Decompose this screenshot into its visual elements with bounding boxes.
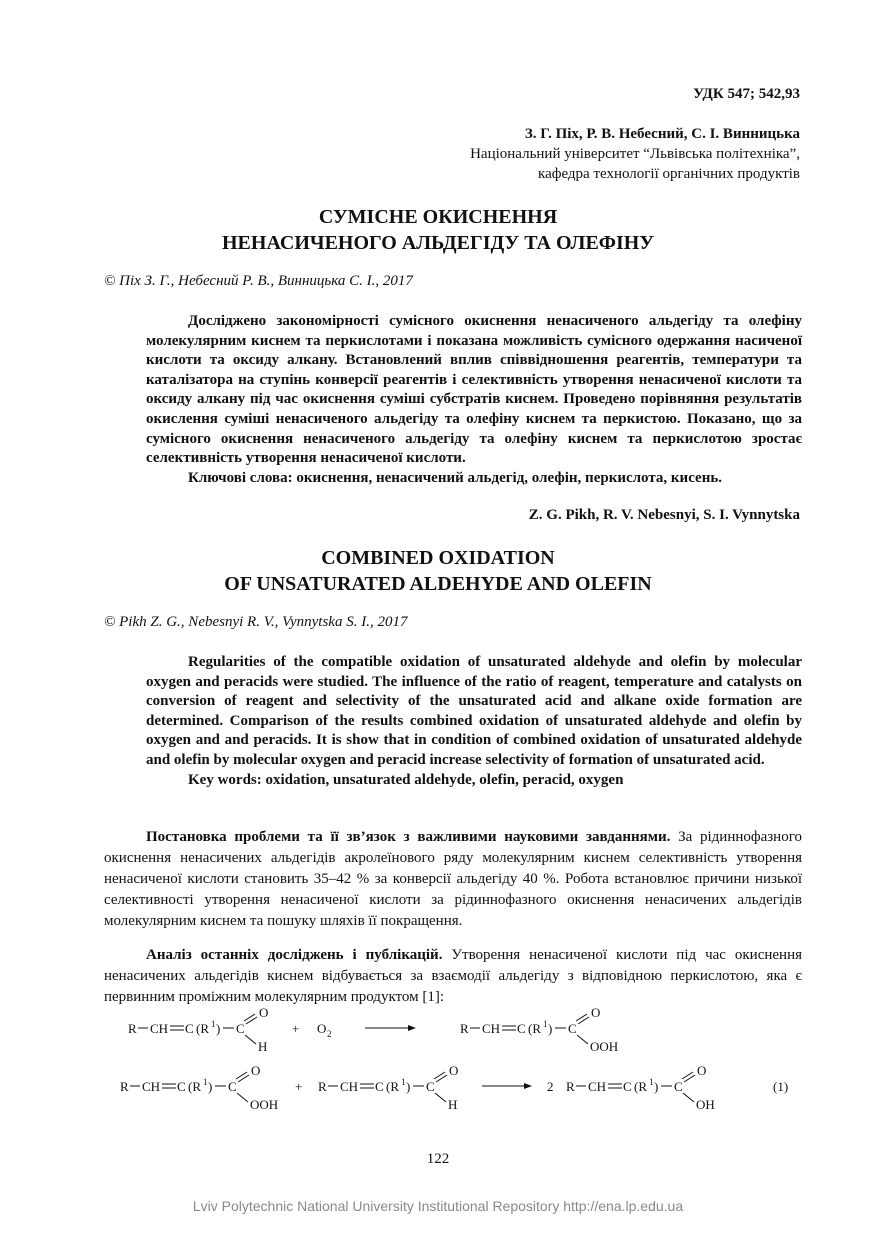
section-2-paragraph [104, 945, 802, 1008]
svg-text:CH: CH [142, 1079, 161, 1094]
svg-text:C: C [674, 1079, 683, 1094]
peracid-product [460, 1005, 618, 1054]
plus-sign: + [292, 1021, 300, 1036]
svg-text:(R: (R [196, 1021, 209, 1036]
svg-text:(R: (R [188, 1079, 201, 1094]
reaction-1 [128, 1005, 618, 1054]
reaction-scheme [100, 1005, 810, 1125]
authors-en: Z. G. Pikh, R. V. Nebesnyi, S. I. Vynnytska [528, 507, 800, 523]
svg-text:CH: CH [482, 1021, 501, 1036]
copyright-ua: © Піх З. Г., Небесний Р. В., Винницька С. І., 2017 [104, 273, 413, 289]
reaction-arrow-1 [365, 1025, 416, 1031]
page-number: 122 [426, 1151, 450, 1167]
svg-text:1: 1 [211, 1019, 216, 1029]
svg-text:O: O [449, 1063, 459, 1078]
svg-text:O: O [697, 1063, 707, 1078]
abstract-ua-text: Досліджено закономірності сумісного окиснення ненасиченого альдегіду та олефіну молекулярним киснем та перкислотами і показана можливість сумісного одержання насиченої кислоти та оксиду алкану. Встановлений вплив співвідношення реагентів, температури та каталізатора на ступінь конверсії реагентів і селективність утворення ненасиченої кислоти та оксиду алкану під час окиснення суміші субстратів киснем. Проведено порівняння результатів окислення суміші ненасиченого альдегіду та олефіну киснем та перкистою. Показано, що за сумісного окиснення ненасиченого альдегіду та олефіну киснем та перкислотою зростає селективність утворення ненасиченої кислоти. [146, 313, 802, 467]
svg-text:(R: (R [634, 1079, 647, 1094]
aldehyde-r2 [318, 1063, 458, 1112]
svg-text:O: O [591, 1005, 601, 1020]
svg-text:O: O [251, 1063, 261, 1078]
svg-text:1: 1 [401, 1077, 406, 1087]
svg-text:C: C [375, 1079, 384, 1094]
svg-text:R: R [318, 1079, 327, 1094]
title-en-line-2: OF UNSATURATED ALDEHYDE AND OLEFIN [224, 573, 652, 595]
svg-text:CH: CH [340, 1079, 359, 1094]
section-2-text: Утворення ненасиченої кислоти під час окиснення ненасичених альдегідів киснем відбувається за взаємодії альдегіду з відповідною перкислотою, яка є первинним проміжним молекулярним продуктом [1]: [104, 947, 803, 1005]
svg-text:C: C [236, 1021, 245, 1036]
svg-text:C: C [623, 1079, 632, 1094]
svg-text:O: O [259, 1005, 269, 1020]
svg-text:C: C [517, 1021, 526, 1036]
authors-ua: З. Г. Піх, Р. В. Небесний, С. І. Винницька [524, 126, 800, 142]
reaction-2 [120, 1063, 788, 1112]
svg-text:C: C [177, 1079, 186, 1094]
section-2-heading: Аналіз останніх досліджень і публікацій. [146, 947, 443, 963]
svg-text:(R: (R [528, 1021, 541, 1036]
svg-text:H: H [258, 1039, 268, 1054]
svg-text:1: 1 [543, 1019, 548, 1029]
svg-text:): ) [216, 1021, 221, 1036]
svg-text:): ) [548, 1021, 553, 1036]
svg-text:): ) [208, 1079, 213, 1094]
svg-text:R: R [460, 1021, 469, 1036]
abstract-en [146, 653, 802, 790]
plus-sign-2: + [295, 1079, 303, 1094]
title-en-line-1: COMBINED OXIDATION [321, 547, 555, 569]
section-1-text: За рідиннофазного окиснення ненасичених альдегідів акролеїнового ряду молекулярним киснем селективність утворення ненасиченої кислоти становить 35–42 % за конверсії альдегіду 40 %. Робота встановлює причини низької селективності утворення ненасиченої кислоти за рідиннофазного окиснення ненасичених альдегідів молекулярним киснем та пошуку шляхів її покращення. [104, 829, 802, 929]
svg-text:R: R [128, 1021, 137, 1036]
udk-code: УДК 547; 542,93 [693, 86, 800, 102]
title-ua [0, 204, 876, 256]
svg-text:H: H [448, 1097, 458, 1112]
title-ua-line-2: НЕНАСИЧЕНОГО АЛЬДЕГІДУ ТА ОЛЕФІНУ [222, 232, 654, 254]
reaction-arrow-2 [482, 1083, 532, 1089]
abstract-ua [146, 312, 802, 488]
aldehyde-r1 [128, 1005, 268, 1054]
repository-footer: Lviv Polytechnic National University Institutional Repository http://ena.lp.edu.ua [192, 1198, 684, 1214]
svg-text:CH: CH [150, 1021, 169, 1036]
svg-text:C: C [228, 1079, 237, 1094]
svg-text:): ) [654, 1079, 659, 1094]
keywords-ua: Ключові слова: окиснення, ненасичений альдегід, олефін, перкислота, кисень. [188, 469, 723, 486]
equation-number: (1) [773, 1079, 789, 1094]
svg-text:1: 1 [649, 1077, 654, 1087]
section-literature-review [104, 945, 802, 1008]
section-problem-statement [104, 827, 802, 932]
keywords-en: Key words: oxidation, unsaturated aldehyde, olefin, peracid, oxygen [188, 771, 624, 788]
title-en [0, 545, 876, 597]
svg-text:): ) [406, 1079, 411, 1094]
svg-text:R: R [566, 1079, 575, 1094]
copyright-en: © Pikh Z. G., Nebesnyi R. V., Vynnytska S. I., 2017 [104, 614, 408, 630]
acid-product [566, 1063, 715, 1112]
section-1-heading: Постановка проблеми та її зв’язок з важливими науковими завданнями. [146, 829, 671, 845]
svg-text:CH: CH [588, 1079, 607, 1094]
svg-text:C: C [568, 1021, 577, 1036]
title-ua-line-1: СУМІСНЕ ОКИСНЕННЯ [318, 206, 558, 228]
svg-text:OH: OH [696, 1097, 715, 1112]
svg-text:OOH: OOH [250, 1097, 279, 1112]
oxygen-subscript: 2 [327, 1029, 332, 1039]
section-1-paragraph [104, 827, 802, 932]
svg-text:C: C [185, 1021, 194, 1036]
authors-block-ua [470, 124, 800, 184]
svg-text:C: C [426, 1079, 435, 1094]
stoichiometric-coefficient: 2 [547, 1079, 554, 1094]
svg-text:OOH: OOH [590, 1039, 619, 1054]
abstract-en-text: Regularities of the compatible oxidation of unsaturated aldehyde and olefin by molecular oxygen and peracids were studied. The influence of the ratio of reagent, temperature and catalysts on conversion of reagent and selectivity of the unsaturated acid and alkane oxide formation are determined. Comparison of the results combined oxidation of unsaturated aldehyde and olefin by oxygen and and peracids. It is show that in condition of combined oxidation of unsaturated aldehyde and olefin by molecular oxygen and peracid increase selectivity of formation of unsaturated acid. [146, 654, 802, 768]
peracid-reactant [120, 1063, 278, 1112]
svg-text:R: R [120, 1079, 129, 1094]
svg-text:(R: (R [386, 1079, 399, 1094]
affiliation-line-1: Національний університет “Львівська політехніка”, [470, 146, 800, 162]
affiliation-line-2: кафедра технології органічних продуктів [538, 166, 800, 182]
svg-text:1: 1 [203, 1077, 208, 1087]
oxygen-molecule: O [317, 1021, 327, 1036]
